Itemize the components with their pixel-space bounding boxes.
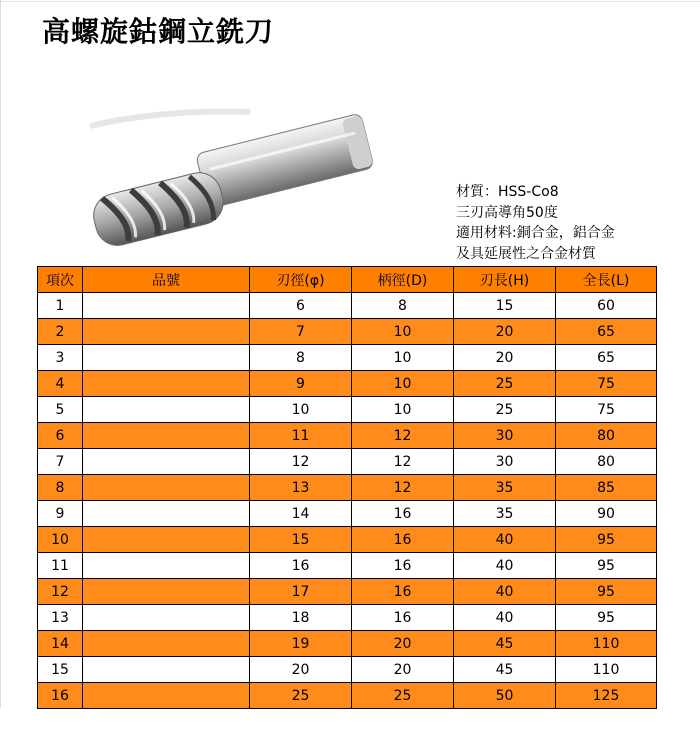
table-row (38, 345, 657, 371)
cell-shank-diameter: 20 (352, 657, 454, 683)
cell-part-no (83, 397, 250, 423)
cell-blade-diameter: 8 (250, 345, 352, 371)
table-row (38, 553, 657, 579)
cell-blade-diameter: 6 (250, 293, 352, 319)
cell-part-no (83, 553, 250, 579)
cell-overall-length: 110 (556, 631, 657, 657)
cell-part-no (83, 579, 250, 605)
cell-flute-length: 25 (454, 397, 556, 423)
cell-blade-diameter: 12 (250, 449, 352, 475)
cell-item-no: 3 (38, 345, 83, 371)
cell-flute-length: 35 (454, 501, 556, 527)
cell-flute-length: 25 (454, 371, 556, 397)
cell-overall-length: 95 (556, 553, 657, 579)
cell-blade-diameter: 19 (250, 631, 352, 657)
cell-part-no (83, 527, 250, 553)
table-row (38, 605, 657, 631)
cell-overall-length: 95 (556, 605, 657, 631)
spec-applicable-materials: 適用材料:銅合金，鋁合金 (456, 225, 615, 241)
cell-overall-length: 95 (556, 527, 657, 553)
cell-shank-diameter: 10 (352, 397, 454, 423)
cell-blade-diameter: 10 (250, 397, 352, 423)
cell-overall-length: 80 (556, 449, 657, 475)
cell-item-no: 14 (38, 631, 83, 657)
table-row (38, 475, 657, 501)
cell-shank-diameter: 12 (352, 449, 454, 475)
cell-part-no (83, 657, 250, 683)
cell-part-no (83, 475, 250, 501)
cell-item-no: 2 (38, 319, 83, 345)
cell-part-no (83, 371, 250, 397)
cell-blade-diameter: 18 (250, 605, 352, 631)
cell-flute-length: 35 (454, 475, 556, 501)
cell-item-no: 12 (38, 579, 83, 605)
cell-shank-diameter: 20 (352, 631, 454, 657)
cell-item-no: 8 (38, 475, 83, 501)
header-item-no: 項次 (38, 267, 83, 293)
cell-part-no (83, 345, 250, 371)
cell-flute-length: 40 (454, 579, 556, 605)
cell-shank-diameter: 25 (352, 683, 454, 709)
cell-shank-diameter: 16 (352, 527, 454, 553)
cell-shank-diameter: 16 (352, 605, 454, 631)
cell-flute-length: 30 (454, 423, 556, 449)
cell-blade-diameter: 13 (250, 475, 352, 501)
cell-overall-length: 80 (556, 423, 657, 449)
header-blade-diameter: 刃徑(φ) (250, 267, 352, 293)
header-shank-diameter: 柄徑(D) (352, 267, 454, 293)
cell-shank-diameter: 10 (352, 319, 454, 345)
table-row (38, 683, 657, 709)
cell-item-no: 13 (38, 605, 83, 631)
cell-item-no: 6 (38, 423, 83, 449)
cell-shank-diameter: 10 (352, 371, 454, 397)
cell-flute-length: 15 (454, 293, 556, 319)
cell-item-no: 16 (38, 683, 83, 709)
cell-blade-diameter: 17 (250, 579, 352, 605)
table-row (38, 501, 657, 527)
cell-item-no: 10 (38, 527, 83, 553)
cell-overall-length: 75 (556, 371, 657, 397)
cell-item-no: 11 (38, 553, 83, 579)
table-row (38, 449, 657, 475)
cell-flute-length: 45 (454, 631, 556, 657)
cell-shank-diameter: 16 (352, 553, 454, 579)
spec-material: 材質：HSS-Co8 (456, 184, 559, 200)
cell-blade-diameter: 7 (250, 319, 352, 345)
cell-part-no (83, 449, 250, 475)
cell-overall-length: 60 (556, 293, 657, 319)
cell-part-no (83, 683, 250, 709)
table-row (38, 293, 657, 319)
cell-overall-length: 90 (556, 501, 657, 527)
page-title: 高螺旋鈷鋼立銑刀 (42, 15, 275, 48)
table-header-row (38, 267, 657, 293)
cell-flute-length: 40 (454, 527, 556, 553)
cell-part-no (83, 423, 250, 449)
cell-shank-diameter: 10 (352, 345, 454, 371)
cell-flute-length: 40 (454, 553, 556, 579)
cell-overall-length: 85 (556, 475, 657, 501)
cell-blade-diameter: 9 (250, 371, 352, 397)
cell-shank-diameter: 16 (352, 501, 454, 527)
cell-overall-length: 95 (556, 579, 657, 605)
cell-overall-length: 110 (556, 657, 657, 683)
cell-blade-diameter: 11 (250, 423, 352, 449)
cell-item-no: 5 (38, 397, 83, 423)
cell-item-no: 4 (38, 371, 83, 397)
cell-flute-length: 30 (454, 449, 556, 475)
table-row (38, 397, 657, 423)
side-rule (0, 0, 1, 708)
end-mill-tool-photo (80, 92, 380, 252)
cell-part-no (83, 605, 250, 631)
cell-item-no: 7 (38, 449, 83, 475)
table-row (38, 579, 657, 605)
spec-applicable-materials-cont: 及具延展性之合金材質 (456, 245, 596, 262)
cell-overall-length: 125 (556, 683, 657, 709)
table-row (38, 423, 657, 449)
table-row (38, 371, 657, 397)
header-part-no: 品號 (83, 267, 250, 293)
top-rule (0, 1, 700, 2)
cell-blade-diameter: 14 (250, 501, 352, 527)
cell-flute-length: 50 (454, 683, 556, 709)
cell-item-no: 15 (38, 657, 83, 683)
cell-overall-length: 75 (556, 397, 657, 423)
cell-shank-diameter: 12 (352, 475, 454, 501)
cell-blade-diameter: 20 (250, 657, 352, 683)
cell-flute-length: 20 (454, 319, 556, 345)
header-flute-length: 刃長(H) (454, 267, 556, 293)
cell-part-no (83, 319, 250, 345)
cell-item-no: 9 (38, 501, 83, 527)
spec-notes (456, 182, 615, 264)
cell-flute-length: 20 (454, 345, 556, 371)
cell-blade-diameter: 16 (250, 553, 352, 579)
cell-part-no (83, 631, 250, 657)
table-row (38, 631, 657, 657)
cell-shank-diameter: 16 (352, 579, 454, 605)
cell-blade-diameter: 25 (250, 683, 352, 709)
cell-part-no (83, 293, 250, 319)
cell-flute-length: 45 (454, 657, 556, 683)
cell-blade-diameter: 15 (250, 527, 352, 553)
table-row (38, 319, 657, 345)
cell-overall-length: 65 (556, 345, 657, 371)
cell-part-no (83, 501, 250, 527)
cell-flute-length: 40 (454, 605, 556, 631)
spec-flutes-helix: 三刃高導角50度 (456, 204, 558, 221)
header-overall-length: 全長(L) (556, 267, 657, 293)
cell-shank-diameter: 8 (352, 293, 454, 319)
cell-shank-diameter: 12 (352, 423, 454, 449)
table-row (38, 527, 657, 553)
size-table (37, 266, 657, 709)
table-row (38, 657, 657, 683)
cell-overall-length: 65 (556, 319, 657, 345)
cell-item-no: 1 (38, 293, 83, 319)
